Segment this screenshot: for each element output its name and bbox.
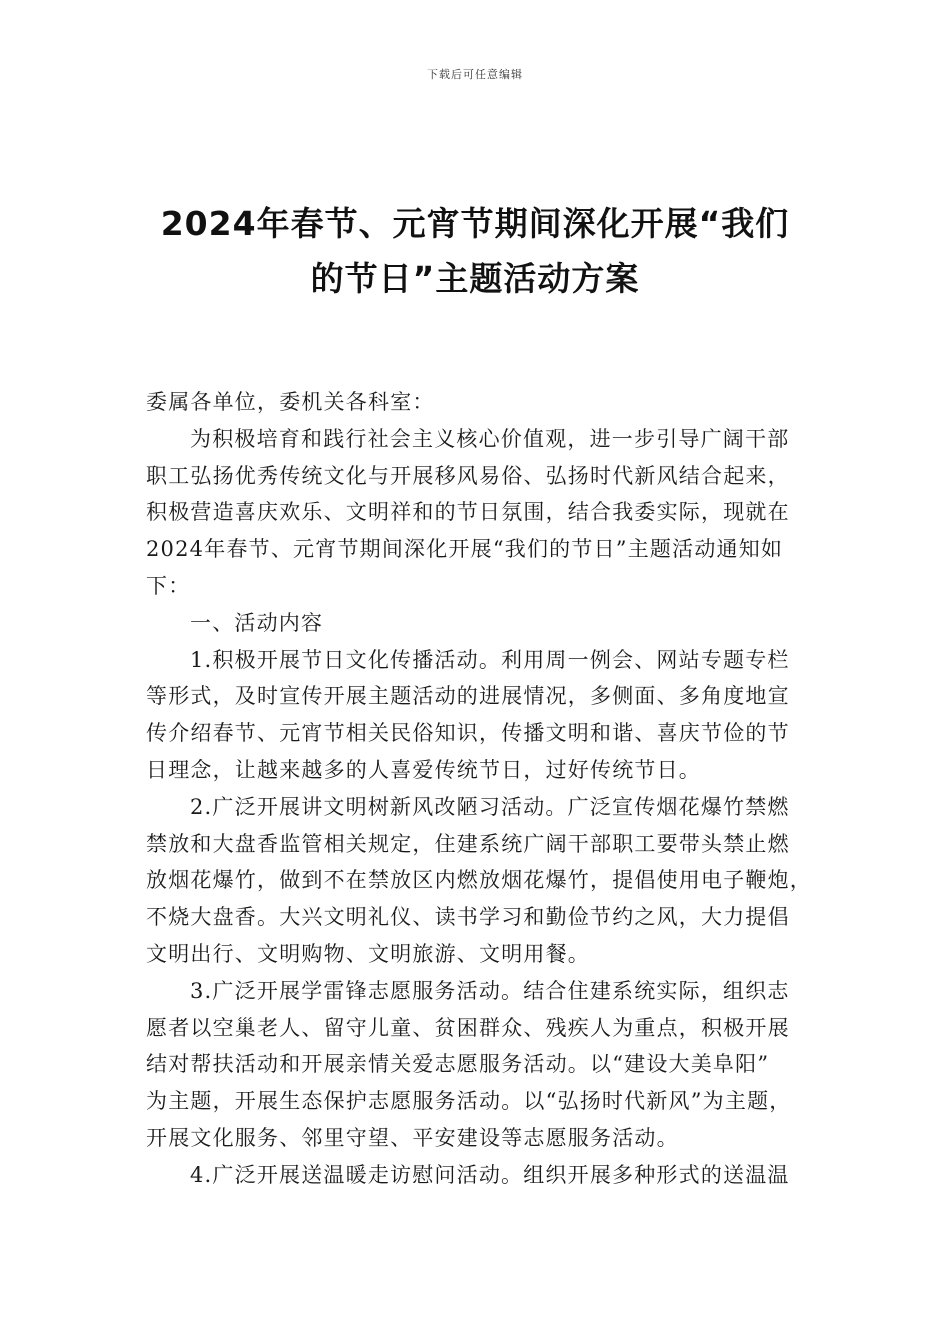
body-line: 为积极培育和践行社会主义核心价值观，进一步引导广阔干部 — [190, 426, 790, 451]
body-line: 开展文化服务、邻里守望、平安建设等志愿服务活动。 — [146, 1125, 679, 1150]
title-line-1: 2024年春节、元宵节期间深化开展“我们 — [160, 204, 790, 243]
body-line: 2.广泛开展讲文明树新风改陋习活动。广泛宣传烟花爆竹禁燃 — [190, 794, 790, 819]
body-line: 不烧大盘香。大兴文明礼仪、读书学习和勤俭节约之风，大力提倡 — [146, 905, 790, 930]
body-line: 结对帮扶活动和开展亲情关爱志愿服务活动。以“建设大美阜阳” — [146, 1052, 770, 1077]
body-line: 2024年春节、元宵节期间深化开展“我们的节日”主题活动通知如 — [146, 537, 784, 562]
body-line: 文明出行、文明购物、文明旅游、文明用餐。 — [146, 941, 590, 966]
document-body — [146, 384, 812, 1194]
body-line: 日理念，让越来越多的人喜爱传统节日，过好传统节日。 — [146, 757, 701, 782]
body-line: 职工弘扬优秀传统文化与开展移风易俗、弘扬时代新风结合起来， — [146, 463, 790, 488]
body-line: 放烟花爆竹，做到不在禁放区内燃放烟花爆竹，提倡使用电子鞭炮， — [146, 868, 812, 893]
title-line-2: 的节日”主题活动方案 — [310, 259, 640, 298]
body-line: 禁放和大盘香监管相关规定，住建系统广阔干部职工要带头禁止燃 — [146, 831, 790, 856]
body-line: 一、活动内容 — [190, 610, 324, 635]
body-line: 积极营造喜庆欢乐、文明祥和的节日氛围，结合我委实际，现就在 — [146, 500, 790, 525]
document-title — [120, 196, 830, 306]
body-line: 3.广泛开展学雷锋志愿服务活动。结合住建系统实际，组织志 — [190, 978, 790, 1003]
body-line: 等形式，及时宣传开展主题活动的进展情况，多侧面、多角度地宣 — [146, 684, 790, 709]
body-line: 为主题，开展生态保护志愿服务活动。以“弘扬时代新风”为主题， — [146, 1089, 792, 1114]
body-line: 下： — [146, 573, 191, 598]
body-line: 传介绍春节、元宵节相关民俗知识，传播文明和谐、喜庆节俭的节 — [146, 721, 790, 746]
body-line: 委属各单位，委机关各科室： — [146, 390, 435, 414]
body-line: 1.积极开展节日文化传播活动。利用周一例会、网站专题专栏 — [190, 647, 790, 672]
header-note: 下载后可任意编辑 — [427, 68, 523, 81]
body-line: 愿者以空巢老人、留守儿童、贫困群众、残疾人为重点，积极开展 — [146, 1015, 790, 1040]
body-line: 4.广泛开展送温暖走访慰问活动。组织开展多种形式的送温温 — [190, 1162, 790, 1187]
